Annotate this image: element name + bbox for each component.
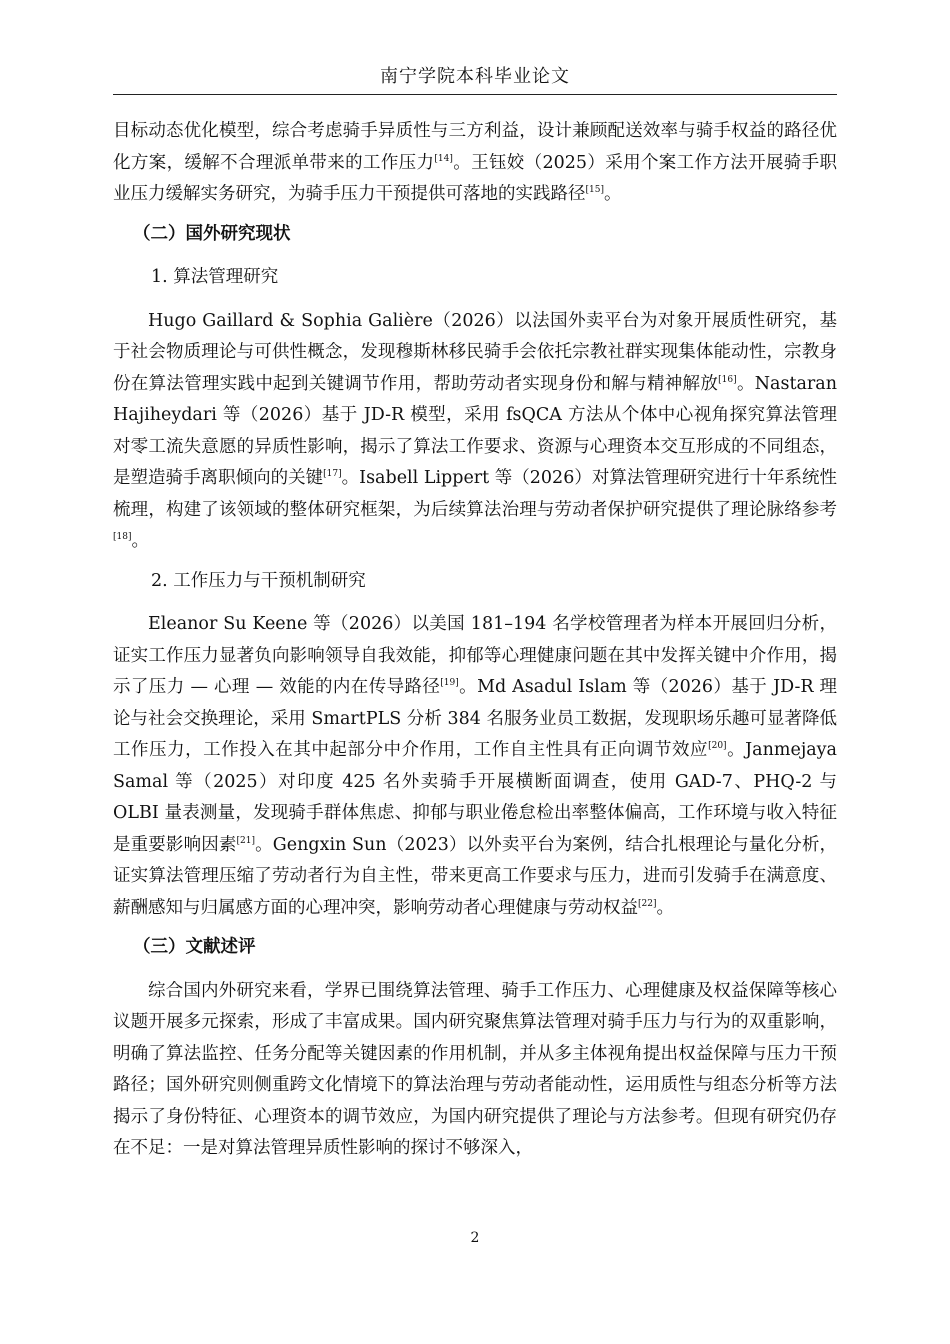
section-heading-literature-review: （三）文献述评: [133, 937, 256, 957]
paragraph-literature-review: 综合国内外研究来看，学界已围绕算法管理、骑手工作压力、心理健康及权益保障等核心议题开展多元探索，形成了丰富成果。国内研究聚焦算法管理对骑手压力与行为的双重影响，明确了算法监控、任务分配等关键因素的作用机制，并从多主体视角提出权益保障与压力干预路径；国外研究则侧重跨文化情境下的算法治理与劳动者能动性，运用质性与组态分析等方法揭示了身份特征、心理资本的调节效应，为国内研究提供了理论与方法参考。但现有研究仍存在不足：一是对算法管理异质性影响的探讨不够深入，: [113, 980, 837, 1158]
citation-22: [22]: [638, 898, 657, 909]
citation-14: [14]: [434, 153, 453, 164]
header-divider: [113, 94, 837, 95]
main-content: [113, 116, 837, 1173]
subsection-heading-work-stress: 2. 工作压力与干预机制研究: [151, 570, 366, 591]
paragraph-continuation: 目标动态优化模型，综合考虑骑手异质性与三方利益，设计兼顾配送效率与骑手权益的路径优化方案，缓解不合理派单带来的工作压力[14]。王钰姣（2025）采用个案工作方法开展骑手职业压力缓解实务研究，为骑手压力干预提供可落地的实践路径[15]。: [113, 121, 837, 204]
paragraph-work-stress: Eleanor Su Keene 等（2026）以美国 181–194 名学校管理者为样本开展回归分析，证实工作压力显著负向影响领导自我效能，抑郁等心理健康问题在其中发挥关键中介作用，揭示了压力 — 心理 — 效能的内在传导路径[19]。Md Asadul Islam 等（2026）基于 JD-R 理论与社会交换理论，采用 SmartPLS 分析 384 名服务业员工数据，发现职场乐趣可显著降低工作压力，工作投入在其中起部分中介作用，工作自主性具有正向调节效应[20]。Janmejaya Samal 等（2025）对印度 425 名外卖骑手开展横断面调查，使用 GAD-7、PHQ-2 与 OLBI 量表测量，发现骑手群体焦虑、抑郁与职业倦怠检出率整体偏高，工作环境与收入特征是重要影响因素[21]。Gengxin Sun（2023）以外卖平台为案例，结合扎根理论与量化分析，证实算法管理压缩了劳动者行为自主性，带来更高工作要求与压力，进而引发骑手在满意度、薪酬感知与归属感方面的心理冲突，影响劳动者心理健康与劳动权益[22]。: [113, 614, 838, 918]
citation-18: [18]: [113, 532, 132, 543]
page-number: 2: [470, 1230, 480, 1246]
paragraph-algorithm-management: Hugo Gaillard & Sophia Galière（2026）以法国外卖平台为对象开展质性研究，基于社会物质理论与可供性概念，发现穆斯林移民骑手会依托宗教社群实现集体能动性，宗教身份在算法管理实践中起到关键调节作用，帮助劳动者实现身份和解与精神解放[16]。Nastaran Hajiheydari 等（2026）基于 JD-R 模型，采用 fsQCA 方法从个体中心视角探究算法管理对零工流失意愿的异质性影响，揭示了算法工作要求、资源与心理资本交互形成的不同组态，是塑造骑手离职倾向的关键[17]。Isabell Lippert 等（2026）对算法管理研究进行十年系统性梳理，构建了该领域的整体研究框架，为后续算法治理与劳动者保护研究提供了理论脉络参考[18]。: [113, 310, 838, 551]
subsection-heading-algorithm-management: 1. 算法管理研究: [151, 267, 279, 287]
citation-16: [16]: [718, 374, 737, 385]
citation-20: [20]: [708, 741, 727, 752]
citation-21: [21]: [236, 835, 255, 846]
page-header-title: 南宁学院本科毕业论文: [380, 66, 570, 87]
citation-15: [15]: [585, 185, 604, 196]
citation-17: [17]: [323, 469, 342, 480]
section-heading-foreign-research: （二）国外研究现状: [133, 223, 291, 244]
citation-19: [19]: [440, 678, 459, 689]
